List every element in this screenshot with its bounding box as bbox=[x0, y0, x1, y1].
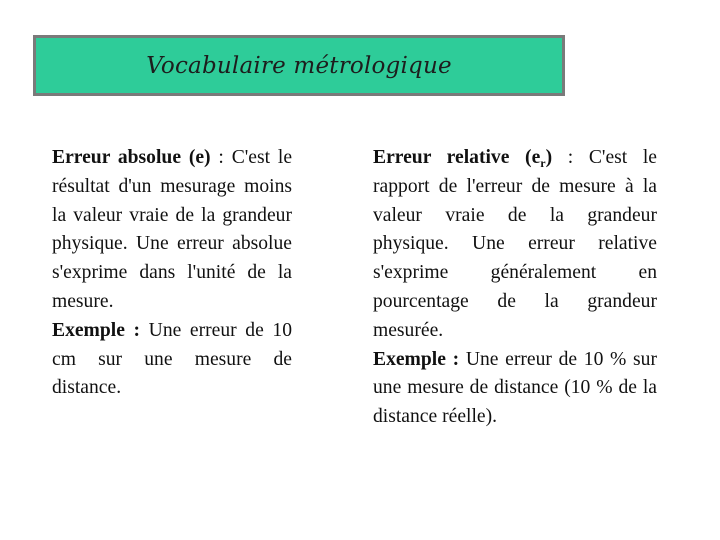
absolute-error-block bbox=[52, 144, 292, 403]
absolute-error-separator: : bbox=[210, 147, 232, 168]
absolute-error-definition bbox=[52, 144, 292, 317]
absolute-error-example-label: Exemple : bbox=[52, 319, 141, 341]
relative-error-example bbox=[373, 346, 657, 432]
absolute-error-text: C'est le résultat d'un mesurage moins la valeur vraie de la grandeur physique. Une erreur absolue s'exprime dans l'unité de la mesure. bbox=[52, 147, 293, 312]
relative-error-separator: : bbox=[552, 147, 589, 168]
relative-error-term-suffix: ) bbox=[545, 147, 553, 168]
relative-error-term-prefix: Erreur relative (e bbox=[373, 147, 541, 168]
relative-error-block bbox=[373, 144, 657, 432]
absolute-error-term: Erreur absolue (e) bbox=[52, 147, 211, 168]
relative-error-example-label: Exemple : bbox=[373, 348, 460, 370]
title-banner bbox=[33, 35, 565, 96]
relative-error-text: C'est le rapport de l'erreur de mesure à la valeur vraie de la grandeur physique. Une erreur relative s'exprime généralement en pourcentage de la grandeur mesurée. bbox=[373, 147, 657, 341]
relative-error-definition bbox=[373, 144, 657, 346]
absolute-error-example bbox=[52, 317, 292, 403]
relative-error-term-subscript: r bbox=[540, 156, 546, 170]
page-title: Vocabulaire métrologique bbox=[146, 52, 452, 79]
relative-error-term bbox=[373, 147, 552, 168]
relative-error-example-text: Une erreur de 10 % sur une mesure de distance (10 % de la distance réelle). bbox=[373, 348, 657, 428]
absolute-error-example-text: Une erreur de 10 cm sur une mesure de distance. bbox=[52, 319, 292, 399]
